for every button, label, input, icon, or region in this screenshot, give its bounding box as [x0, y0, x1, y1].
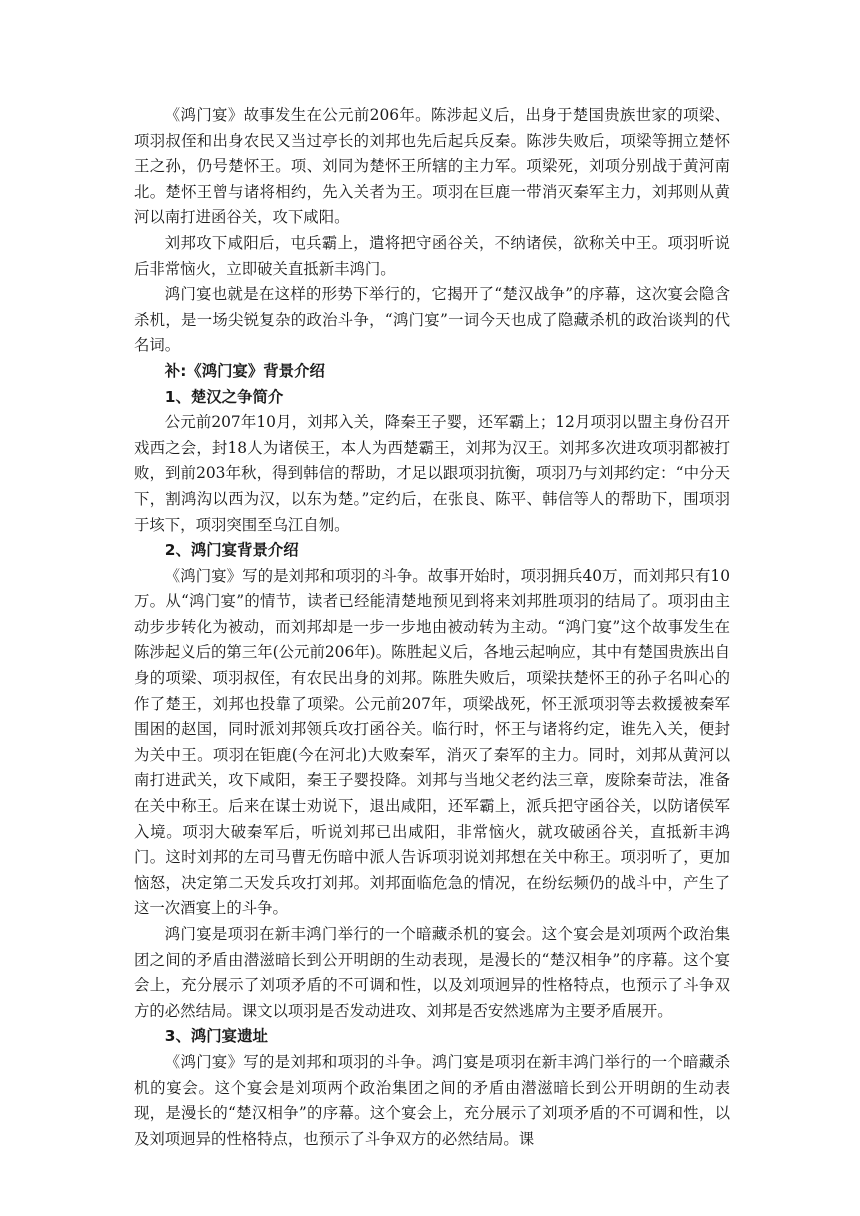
- supplement-title: 补:《鸿门宴》背景介绍: [164, 361, 325, 380]
- intro-paragraph-2: 刘邦攻下咸阳后，屯兵霸上，遣将把守函谷关，不纳诸侯，欲称关中王。项羽听说后非常恼火，立即破关直抵新丰鸿门。: [134, 233, 730, 278]
- document-page: [134, 103, 730, 1152]
- intro-paragraph-3: 鸿门宴也就是在这样的形势下举行的，它揭开了“楚汉战争”的序幕，这次宴会隐含杀机，是一场尖锐复杂的政治斗争，“鸿门宴”一词今天也成了隐藏杀机的政治谈判的代名词。: [134, 285, 730, 355]
- intro-paragraph-1: 《鸿门宴》故事发生在公元前206年。陈涉起义后，出身于楚国贵族世家的项梁、项羽叔侄和出身农民又当过亭长的刘邦也先后起兵反秦。陈涉失败后，项梁等拥立楚怀王之孙，仍号楚怀王。项、刘同为楚怀王所辖的主力军。项梁死，刘项分别战于黄河南北。楚怀王曾与诸将相约，先入关者为王。项羽在巨鹿一带消灭秦军主力，刘邦则从黄河以南打进函谷关，攻下咸阳。: [134, 106, 730, 227]
- section-1-paragraph-1: 公元前207年10月，刘邦入关，降秦王子婴，还军霸上；12月项羽以盟主身份召开戏西之会，封18人为诸侯王，本人为西楚霸王，刘邦为汉王。刘邦多次进攻项羽都被打败，到前203年秋，得到韩信的帮助，才足以跟项羽抗衡，项羽乃与刘邦约定：“中分天下，割鸿沟以西为汉，以东为楚。”定约后，在张良、陈平、韩信等人的帮助下，围项羽于垓下，项羽突围至乌江自刎。: [134, 413, 730, 534]
- section-1-heading: 1、楚汉之争简介: [164, 387, 284, 406]
- section-2-paragraph-1: 《鸿门宴》写的是刘邦和项羽的斗争。故事开始时，项羽拥兵40万，而刘邦只有10万。从“鸿门宴”的情节，读者已经能清楚地预见到将来刘邦胜项羽的结局了。项羽由主动步步转化为被动，而刘邦却是一步一步地由被动转为主动。“鸿门宴”这个故事发生在陈涉起义后的第三年(公元前206年)。陈胜起义后，各地云起响应，其中有楚国贵族出自身的项梁、项羽叔侄，有农民出身的刘邦。陈胜失败后，项梁扶楚怀王的孙子名叫心的作了楚王，刘邦也投靠了项梁。公元前207年，项梁战死，怀王派项羽等去救援被秦军围困的赵国，同时派刘邦领兵攻打函谷关。临行时，怀王与诸将约定，谁先入关，便封为关中王。项羽在钜鹿(今在河北)大败秦军，消灭了秦军的主力。同时，刘邦从黄河以南打进武关，攻下咸阳，秦王子婴投降。刘邦与当地父老约法三章，废除秦苛法，准备在关中称王。后来在谋士劝说下，退出咸阳，还军霸上，派兵把守函谷关，以防诸侯军入境。项羽大破秦军后，听说刘邦已出咸阳，非常恼火，就攻破函谷关，直抵新丰鸿门。这时刘邦的左司马曹无伤暗中派人告诉项羽说刘邦想在关中称王。项羽听了，更加恼怒，决定第二天发兵攻打刘邦。刘邦面临危急的情况，在纷纭频仍的战斗中，产生了这一次酒宴上的斗争。: [134, 566, 730, 918]
- section-2-heading: 2、鸿门宴背景介绍: [164, 541, 299, 560]
- section-3-paragraph-1: 《鸿门宴》写的是刘邦和项羽的斗争。鸿门宴是项羽在新丰鸿门举行的一个暗藏杀机的宴会。这个宴会是刘项两个政治集团之间的矛盾由潜滋暗长到公开明朗的生动表现，是漫长的“楚汉相争”的序幕。这个宴会上，充分展示了刘项矛盾的不可调和性，以及刘项迥异的性格特点，也预示了斗争双方的必然结局。课: [134, 1052, 730, 1148]
- section-2-paragraph-2: 鸿门宴是项羽在新丰鸿门举行的一个暗藏杀机的宴会。这个宴会是刘项两个政治集团之间的矛盾由潜滋暗长到公开明朗的生动表现，是漫长的“楚汉相争”的序幕。这个宴会上，充分展示了刘项矛盾的不可调和性，以及刘项迥异的性格特点，也预示了斗争双方的必然结局。课文以项羽是否发动进攻、刘邦是否安然逃席为主要矛盾展开。: [134, 925, 730, 1020]
- section-3-heading: 3、鸿门宴遗址: [164, 1027, 268, 1046]
